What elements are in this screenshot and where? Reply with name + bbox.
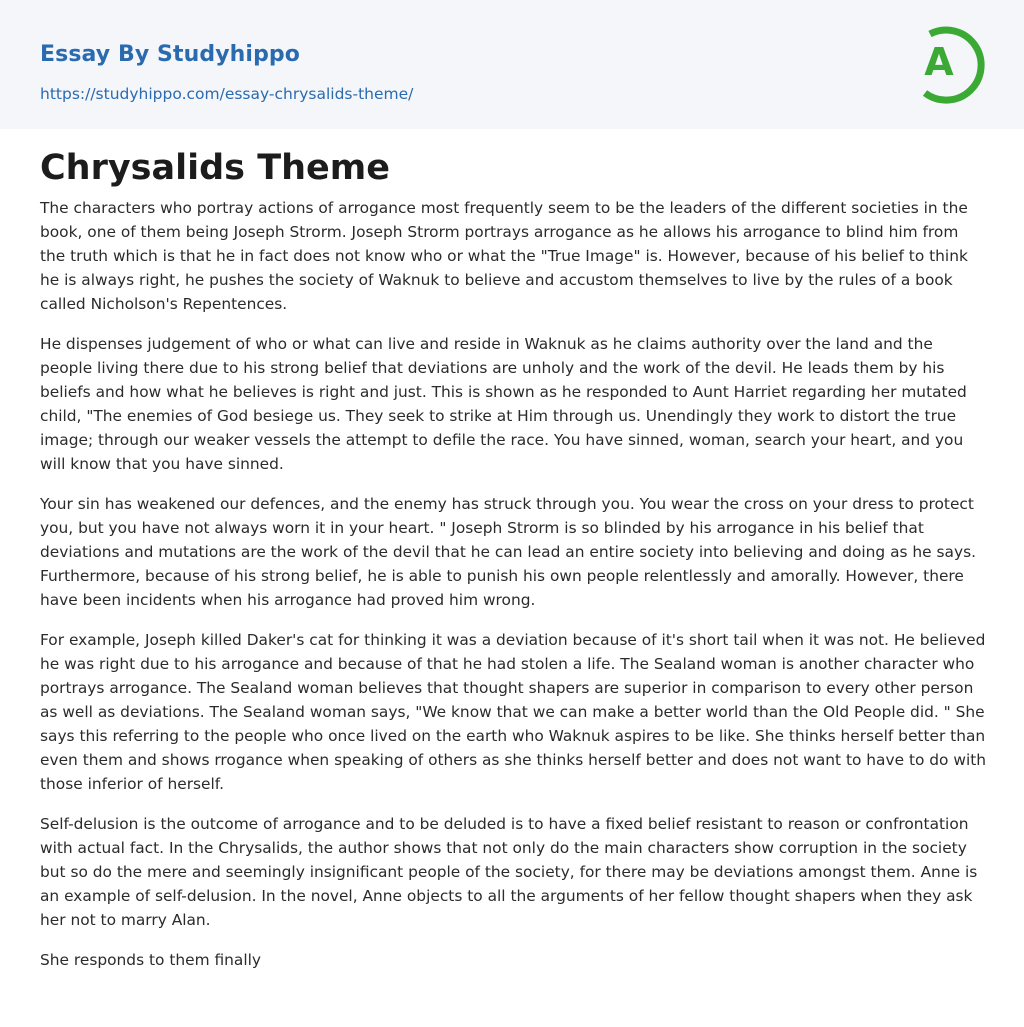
logo-letter: A	[924, 40, 954, 84]
paragraph-6: She responds to them finally	[40, 951, 262, 969]
paragraph-5: Self-delusion is the outcome of arrogance and to be deluded is to have a fixed belief resistant to reason or confrontation with actual fact. In the Chrysalids, the author shows that not only do the main characters show corruption in the society but so do the mere and seemingly insignificant people of the society, for there may be deviations amongst them. Anne is an example of self-delusion. In the novel, Anne objects to all the arguments of her fellow thought shapers when they ask her not to marry Alan.	[40, 815, 978, 929]
site-header	[0, 0, 1024, 129]
paragraph-1: The characters who portray actions of arrogance most frequently seem to be the leaders of the different societies in the book, one of them being Joseph Strorm. Joseph Strorm portrays arrogance as he allows his arrogance to blind him from the truth which is that he in fact does not know who or what the "True Image" is. However, because of his belief to think he is always right, he pushes the society of Waknuk to believe and accustom themselves to live by the rules of a book called Nicholson's Repentences.	[40, 199, 968, 313]
site-title[interactable]: Essay By Studyhippo	[40, 42, 300, 67]
essay-url-link[interactable]: https://studyhippo.com/essay-chrysalids-theme/	[40, 85, 414, 103]
studyhippo-logo-icon[interactable]	[898, 18, 988, 108]
paragraph-2: He dispenses judgement of who or what can live and reside in Waknuk as he claims authority over the land and the people living there due to his strong belief that deviations are unholy and the work of the devil. He leads them by his beliefs and how what he believes is right and just. This is shown as he responded to Aunt Harriet regarding her mutated child, "The enemies of God besiege us. They seek to strike at Him through us. Unendingly they work to distort the true image; through our weaker vessels the attempt to defile the race. You have sinned, woman, search your heart, and you will know that you have sinned.	[40, 335, 967, 473]
paragraph-4: For example, Joseph killed Daker's cat for thinking it was a deviation because of it's short tail when it was not. He believed he was right due to his arrogance and because of that he had stolen a life. The Sealand woman is another character who portrays arrogance. The Sealand woman believes that thought shapers are superior in comparison to every other person as well as deviations. The Sealand woman says, "We know that we can make a better world than the Old People did. " She says this referring to the people who once lived on the earth who Waknuk aspires to be like. She thinks herself better than even them and shows rrogance when speaking of others as she thinks herself better and does not want to have to do with those inferior of herself.	[40, 631, 987, 793]
article	[40, 145, 988, 988]
paragraph-3: Your sin has weakened our defences, and the enemy has struck through you. You wear the cross on your dress to protect you, but you have not always worn it in your heart. " Joseph Strorm is so blinded by his arrogance in his belief that deviations and mutations are the work of the devil that he can lead an entire society into believing and doing as he says. Furthermore, because of his strong belief, he is able to punish his own people relentlessly and amorally. However, there have been incidents when his arrogance had proved him wrong.	[40, 495, 976, 609]
page-title: Chrysalids Theme	[40, 148, 390, 188]
